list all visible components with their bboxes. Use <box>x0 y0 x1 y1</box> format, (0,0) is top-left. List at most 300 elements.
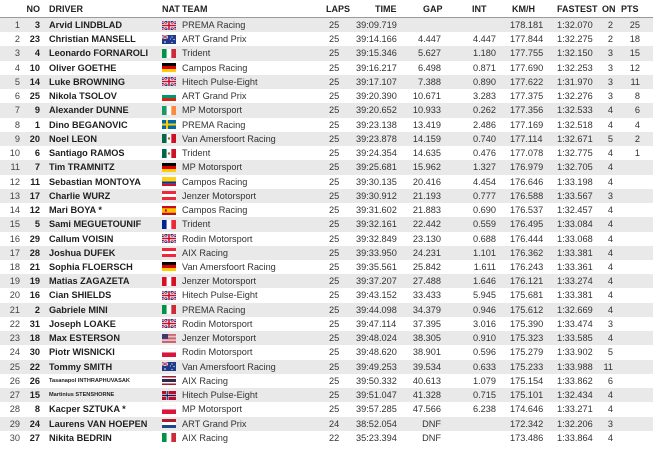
laps: 25 <box>329 247 340 258</box>
interval: 2.486 <box>473 119 496 130</box>
team-name: AIX Racing <box>182 432 228 443</box>
fastest-lap: 1:33.271 <box>557 404 593 415</box>
car-number: 29 <box>29 233 40 244</box>
laps: 25 <box>329 76 340 87</box>
interval: 1.079 <box>473 375 496 386</box>
table-row <box>0 260 653 274</box>
position: 7 <box>14 105 20 116</box>
laps: 25 <box>329 133 340 144</box>
gap: DNF <box>422 418 441 429</box>
driver-name: Piotr WISNICKI <box>49 347 115 358</box>
car-number: 24 <box>29 418 40 429</box>
table-row <box>0 317 653 331</box>
fastest-lap: 1:32.533 <box>557 105 593 116</box>
fastest-on-lap: 3 <box>607 190 613 201</box>
team-name: MP Motorsport <box>182 404 243 415</box>
race-time: 39:48.024 <box>356 333 397 344</box>
car-number: 12 <box>29 205 40 216</box>
speed-kmh: 176.537 <box>510 205 544 216</box>
speed-kmh: 177.755 <box>510 48 544 59</box>
car-number: 1 <box>34 119 40 130</box>
speed-kmh: 176.444 <box>510 233 544 244</box>
fastest-lap: 1:32.434 <box>557 390 593 401</box>
position: 30 <box>9 432 20 443</box>
flag-pl-icon <box>162 405 176 414</box>
interval: 0.476 <box>473 148 496 159</box>
interval: 4.447 <box>473 34 496 45</box>
fastest-lap: 1:32.518 <box>557 119 593 130</box>
fastest-on-lap: 4 <box>607 432 613 443</box>
car-number: 5 <box>34 219 40 230</box>
driver-name: Nikita BEDRIN <box>49 432 112 443</box>
gap: 25.842 <box>412 261 441 272</box>
driver-name: Oliver GOETHE <box>49 62 117 73</box>
interval: 1.180 <box>473 48 496 59</box>
laps: 25 <box>329 205 340 216</box>
driver-name: Max ESTERSON <box>49 333 120 344</box>
team-name: Van Amersfoort Racing <box>182 361 276 372</box>
table-row <box>0 32 653 46</box>
fastest-lap: 1:32.070 <box>557 20 593 30</box>
car-number: 14 <box>29 76 40 87</box>
driver-name: Nikola TSOLOV <box>49 91 117 102</box>
header-laps: LAPS <box>326 4 351 14</box>
position: 23 <box>9 333 20 344</box>
race-time: 39:37.207 <box>356 276 397 287</box>
fastest-lap: 1:33.381 <box>557 247 593 258</box>
driver-name: Sebastian MONTOYA <box>49 176 141 187</box>
fastest-lap: 1:33.864 <box>557 432 593 443</box>
race-time: 39:24.354 <box>356 148 397 159</box>
speed-kmh: 172.342 <box>510 418 544 429</box>
position: 21 <box>9 304 20 315</box>
points: 12 <box>629 62 640 73</box>
car-number: 20 <box>29 133 40 144</box>
interval: 0.777 <box>473 190 496 201</box>
position: 5 <box>14 76 20 87</box>
car-number: 2 <box>34 304 40 315</box>
race-time: 39:32.161 <box>356 219 397 230</box>
driver-name: Joshua DUFEK <box>49 247 116 258</box>
fastest-on-lap: 3 <box>607 418 613 429</box>
car-number: 26 <box>29 375 40 386</box>
race-time: 39:50.332 <box>356 375 397 386</box>
interval: 0.690 <box>473 205 496 216</box>
fastest-on-lap: 3 <box>607 318 613 329</box>
car-number: 27 <box>29 432 40 443</box>
team-name: ART Grand Prix <box>182 91 247 102</box>
fastest-lap: 1:32.150 <box>557 48 593 59</box>
header-nat: NAT <box>162 4 180 14</box>
table-row <box>0 402 653 416</box>
race-time: 39:30.912 <box>356 190 397 201</box>
car-number: 4 <box>34 48 40 59</box>
points: 4 <box>634 119 640 130</box>
laps: 25 <box>329 119 340 130</box>
team-name: Jenzer Motorsport <box>182 333 257 344</box>
flag-au-icon <box>162 35 176 44</box>
fastest-lap: 1:33.198 <box>557 176 593 187</box>
interval: 0.688 <box>473 233 496 244</box>
race-time: 39:14.166 <box>356 34 397 45</box>
driver-name: Santiago RAMOS <box>49 148 125 159</box>
laps: 25 <box>329 290 340 301</box>
table-row <box>0 160 653 174</box>
car-number: 6 <box>34 148 40 159</box>
driver-name: Gabriele MINI <box>49 304 108 315</box>
gap: 22.442 <box>412 219 441 230</box>
position: 11 <box>10 162 20 173</box>
speed-kmh: 178.181 <box>510 20 544 30</box>
fastest-lap: 1:32.206 <box>557 418 593 429</box>
speed-kmh: 176.495 <box>510 219 544 230</box>
car-number: 17 <box>29 190 40 201</box>
team-name: AIX Racing <box>182 375 228 386</box>
speed-kmh: 175.154 <box>510 375 544 386</box>
team-name: Campos Racing <box>182 62 248 73</box>
gap: 24.231 <box>412 247 441 258</box>
position: 4 <box>14 62 20 73</box>
fastest-on-lap: 4 <box>607 219 613 230</box>
flag-bg-icon <box>162 92 176 101</box>
table-row <box>0 331 653 345</box>
race-time: 39:23.138 <box>356 119 397 130</box>
flag-ie-icon <box>162 106 176 115</box>
position: 26 <box>9 375 20 386</box>
laps: 25 <box>329 48 340 59</box>
position: 16 <box>9 233 20 244</box>
car-number: 15 <box>29 390 40 401</box>
fastest-lap: 1:31.970 <box>557 76 593 87</box>
position: 9 <box>14 133 20 144</box>
speed-kmh: 175.233 <box>510 361 544 372</box>
laps: 25 <box>329 105 340 116</box>
fastest-on-lap: 3 <box>607 76 613 87</box>
fastest-lap: 1:32.276 <box>557 91 593 102</box>
car-number: 21 <box>29 261 40 272</box>
race-time: 39:23.878 <box>356 133 397 144</box>
table-row <box>0 118 653 132</box>
race-time: 39:35.561 <box>356 261 397 272</box>
gap: 27.488 <box>412 276 441 287</box>
driver-name: Sophia FLOERSCH <box>49 261 133 272</box>
fastest-on-lap: 4 <box>607 247 613 258</box>
team-name: Campos Racing <box>182 205 248 216</box>
race-time: 39:43.152 <box>356 290 397 301</box>
driver-name: Alexander DUNNE <box>49 105 129 116</box>
flag-gb-icon <box>162 77 176 86</box>
table-row <box>0 288 653 302</box>
table-body <box>0 18 653 445</box>
position: 19 <box>9 276 20 287</box>
fastest-on-lap: 4 <box>607 105 613 116</box>
fastest-on-lap: 4 <box>607 233 613 244</box>
race-time: 39:17.107 <box>356 76 397 87</box>
header-on: ON <box>602 4 616 14</box>
fastest-lap: 1:32.253 <box>557 62 593 73</box>
position: 2 <box>14 34 20 45</box>
gap: 6.498 <box>418 62 441 73</box>
interval: 4.454 <box>473 176 496 187</box>
fastest-lap: 1:33.474 <box>557 318 593 329</box>
car-number: 30 <box>29 347 40 358</box>
laps: 25 <box>329 375 340 386</box>
laps: 25 <box>329 176 340 187</box>
laps: 25 <box>329 162 340 173</box>
table-row <box>0 217 653 231</box>
laps: 22 <box>329 432 340 443</box>
speed-kmh: 176.121 <box>510 276 544 287</box>
speed-kmh: 173.486 <box>510 432 544 443</box>
driver-name: Sami MEGUETOUNIF <box>49 219 142 230</box>
interval: 0.740 <box>473 133 496 144</box>
car-number: 19 <box>29 276 40 287</box>
team-name: Hitech Pulse-Eight <box>182 390 258 401</box>
table-row <box>0 345 653 359</box>
car-number: 10 <box>29 62 40 73</box>
gap: 37.395 <box>412 318 441 329</box>
race-time: 39:20.390 <box>356 91 397 102</box>
fastest-on-lap: 5 <box>607 347 613 358</box>
flag-es-icon <box>162 206 176 215</box>
driver-name: Mari BOYA * <box>49 205 102 216</box>
fastest-on-lap: 3 <box>607 62 613 73</box>
laps: 25 <box>329 190 340 201</box>
race-time: 35:23.394 <box>356 432 397 443</box>
speed-kmh: 177.356 <box>510 105 544 116</box>
fastest-on-lap: 5 <box>607 133 613 144</box>
team-name: Trident <box>182 148 211 159</box>
laps: 25 <box>329 347 340 358</box>
fastest-lap: 1:33.361 <box>557 261 593 272</box>
driver-name: Christian MANSELL <box>49 34 136 45</box>
position: 20 <box>9 290 20 301</box>
position: 8 <box>14 119 20 130</box>
speed-kmh: 175.101 <box>510 390 544 401</box>
team-name: ART Grand Prix <box>182 34 247 45</box>
driver-name: Laurens VAN HOEPEN <box>49 418 148 429</box>
speed-kmh: 177.114 <box>510 133 543 144</box>
table-row <box>0 146 653 160</box>
fastest-lap: 1:32.275 <box>557 34 593 45</box>
interval: 3.016 <box>473 318 496 329</box>
fastest-lap: 1:33.567 <box>557 190 593 201</box>
table-row <box>0 18 653 32</box>
laps: 25 <box>329 404 340 415</box>
fastest-on-lap: 3 <box>607 91 613 102</box>
race-time: 38:52.054 <box>356 418 397 429</box>
fastest-on-lap: 6 <box>607 375 613 386</box>
fastest-lap: 1:32.671 <box>557 133 593 144</box>
fastest-lap: 1:33.084 <box>557 219 593 230</box>
flag-gb-icon <box>162 319 176 328</box>
race-time: 39:33.950 <box>356 247 397 258</box>
laps: 25 <box>329 318 340 329</box>
speed-kmh: 176.243 <box>510 261 544 272</box>
header-team: TEAM <box>182 4 208 14</box>
race-time: 39:32.849 <box>356 233 397 244</box>
fastest-on-lap: 4 <box>607 148 613 159</box>
team-name: Jenzer Motorsport <box>182 190 257 201</box>
fastest-lap: 1:33.988 <box>557 361 593 372</box>
interval: 0.946 <box>473 304 496 315</box>
gap: 39.534 <box>412 361 441 372</box>
flag-at-icon <box>162 248 176 257</box>
flag-it-icon <box>162 49 176 58</box>
speed-kmh: 175.681 <box>510 290 544 301</box>
flag-gb-icon <box>162 291 176 300</box>
speed-kmh: 174.646 <box>510 404 544 415</box>
fastest-on-lap: 4 <box>607 176 613 187</box>
table-row <box>0 203 653 217</box>
position: 13 <box>9 190 20 201</box>
laps: 25 <box>329 34 340 45</box>
gap: 14.159 <box>412 133 441 144</box>
flag-nl-icon <box>162 419 176 428</box>
team-name: PREMA Racing <box>182 119 246 130</box>
header-time: TIME <box>375 4 397 14</box>
speed-kmh: 176.362 <box>510 247 544 258</box>
race-time: 39:49.253 <box>356 361 397 372</box>
position: 15 <box>9 219 20 230</box>
speed-kmh: 175.612 <box>510 304 544 315</box>
race-time: 39:15.346 <box>356 48 397 59</box>
race-time: 39:44.098 <box>356 304 397 315</box>
driver-name: Noel LEON <box>49 133 97 144</box>
car-number: 25 <box>29 91 40 102</box>
table-row <box>0 89 653 103</box>
interval: 1.646 <box>473 276 496 287</box>
gap: 4.447 <box>418 34 441 45</box>
gap: 41.328 <box>412 390 441 401</box>
speed-kmh: 176.646 <box>510 176 544 187</box>
interval: 0.910 <box>473 333 496 344</box>
flag-fr-icon <box>162 220 176 229</box>
interval: 1.327 <box>473 162 496 173</box>
laps: 25 <box>329 91 340 102</box>
table-row <box>0 360 653 374</box>
flag-no-icon <box>162 391 176 400</box>
car-number: 23 <box>29 34 40 45</box>
fastest-lap: 1:33.902 <box>557 347 593 358</box>
laps: 25 <box>329 261 340 272</box>
race-time: 39:25.681 <box>356 162 397 173</box>
flag-co-icon <box>162 177 176 186</box>
driver-name: Kacper SZTUKA * <box>49 404 126 415</box>
flag-de-icon <box>162 163 176 172</box>
interval: 0.596 <box>473 347 496 358</box>
fastest-on-lap: 2 <box>607 20 613 30</box>
team-name: Rodin Motorsport <box>182 347 253 358</box>
position: 29 <box>9 418 20 429</box>
position: 6 <box>14 91 20 102</box>
speed-kmh: 177.622 <box>510 76 544 87</box>
position: 24 <box>9 347 20 358</box>
gap: 5.627 <box>418 48 441 59</box>
position: 3 <box>14 48 20 59</box>
interval: 0.890 <box>473 76 496 87</box>
interval: 1.611 <box>473 261 496 272</box>
team-name: MP Motorsport <box>182 162 243 173</box>
car-number: 22 <box>29 361 40 372</box>
car-number: 7 <box>34 162 40 173</box>
driver-name: Tommy SMITH <box>49 361 113 372</box>
driver-name: Arvid LINDBLAD <box>49 20 122 30</box>
fastest-on-lap: 4 <box>607 205 613 216</box>
car-number: 16 <box>29 290 40 301</box>
flag-at-icon <box>162 191 176 200</box>
flag-gb-icon <box>162 234 176 243</box>
header-pts: PTS <box>621 4 639 14</box>
flag-au-icon <box>162 362 176 371</box>
fastest-on-lap: 2 <box>607 34 613 45</box>
interval: 5.945 <box>473 290 496 301</box>
gap: 47.566 <box>412 404 441 415</box>
fastest-on-lap: 4 <box>607 333 613 344</box>
gap: 23.130 <box>412 233 441 244</box>
laps: 25 <box>329 361 340 372</box>
car-number: 18 <box>29 333 40 344</box>
flag-th-icon <box>162 376 176 385</box>
driver-name: Tim TRAMNITZ <box>49 162 115 173</box>
gap: 34.379 <box>412 304 441 315</box>
header-fastest: FASTEST <box>557 4 598 14</box>
driver-name: Cian SHIELDS <box>49 290 112 301</box>
fastest-on-lap: 4 <box>607 162 613 173</box>
gap: 38.901 <box>412 347 441 358</box>
header-kmh: KM/H <box>512 4 535 14</box>
laps: 25 <box>329 333 340 344</box>
speed-kmh: 175.279 <box>510 347 544 358</box>
race-time: 39:30.135 <box>356 176 397 187</box>
team-name: Van Amersfoort Racing <box>182 133 276 144</box>
driver-name: Callum VOISIN <box>49 233 114 244</box>
table-row <box>0 46 653 60</box>
table-row <box>0 431 653 445</box>
speed-kmh: 175.390 <box>510 318 544 329</box>
gap: 20.416 <box>412 176 441 187</box>
interval: 0.715 <box>473 390 496 401</box>
team-name: MP Motorsport <box>182 105 243 116</box>
table-row <box>0 132 653 146</box>
laps: 25 <box>329 148 340 159</box>
laps: 25 <box>329 390 340 401</box>
gap: 40.613 <box>412 375 441 386</box>
fastest-lap: 1:32.457 <box>557 205 593 216</box>
interval: 1.101 <box>473 247 496 258</box>
fastest-on-lap: 3 <box>607 48 613 59</box>
position: 18 <box>9 261 20 272</box>
position: 10 <box>9 148 20 159</box>
driver-name: Luke BROWNING <box>49 76 126 87</box>
speed-kmh: 177.169 <box>510 119 544 130</box>
table-row <box>0 61 653 75</box>
team-name: Van Amersfoort Racing <box>182 261 276 272</box>
race-time: 39:20.652 <box>356 105 397 116</box>
points: 15 <box>629 48 640 59</box>
fastest-on-lap: 4 <box>607 276 613 287</box>
table-row <box>0 175 653 189</box>
driver-name: Charlie WURZ <box>49 190 111 201</box>
fastest-on-lap: 4 <box>607 290 613 301</box>
race-time: 39:16.217 <box>356 62 397 73</box>
points: 25 <box>629 20 640 30</box>
fastest-lap: 1:33.068 <box>557 233 593 244</box>
team-name: Trident <box>182 219 211 230</box>
table-row <box>0 75 653 89</box>
table-row <box>0 274 653 288</box>
driver-name: Joseph LOAKE <box>49 318 116 329</box>
